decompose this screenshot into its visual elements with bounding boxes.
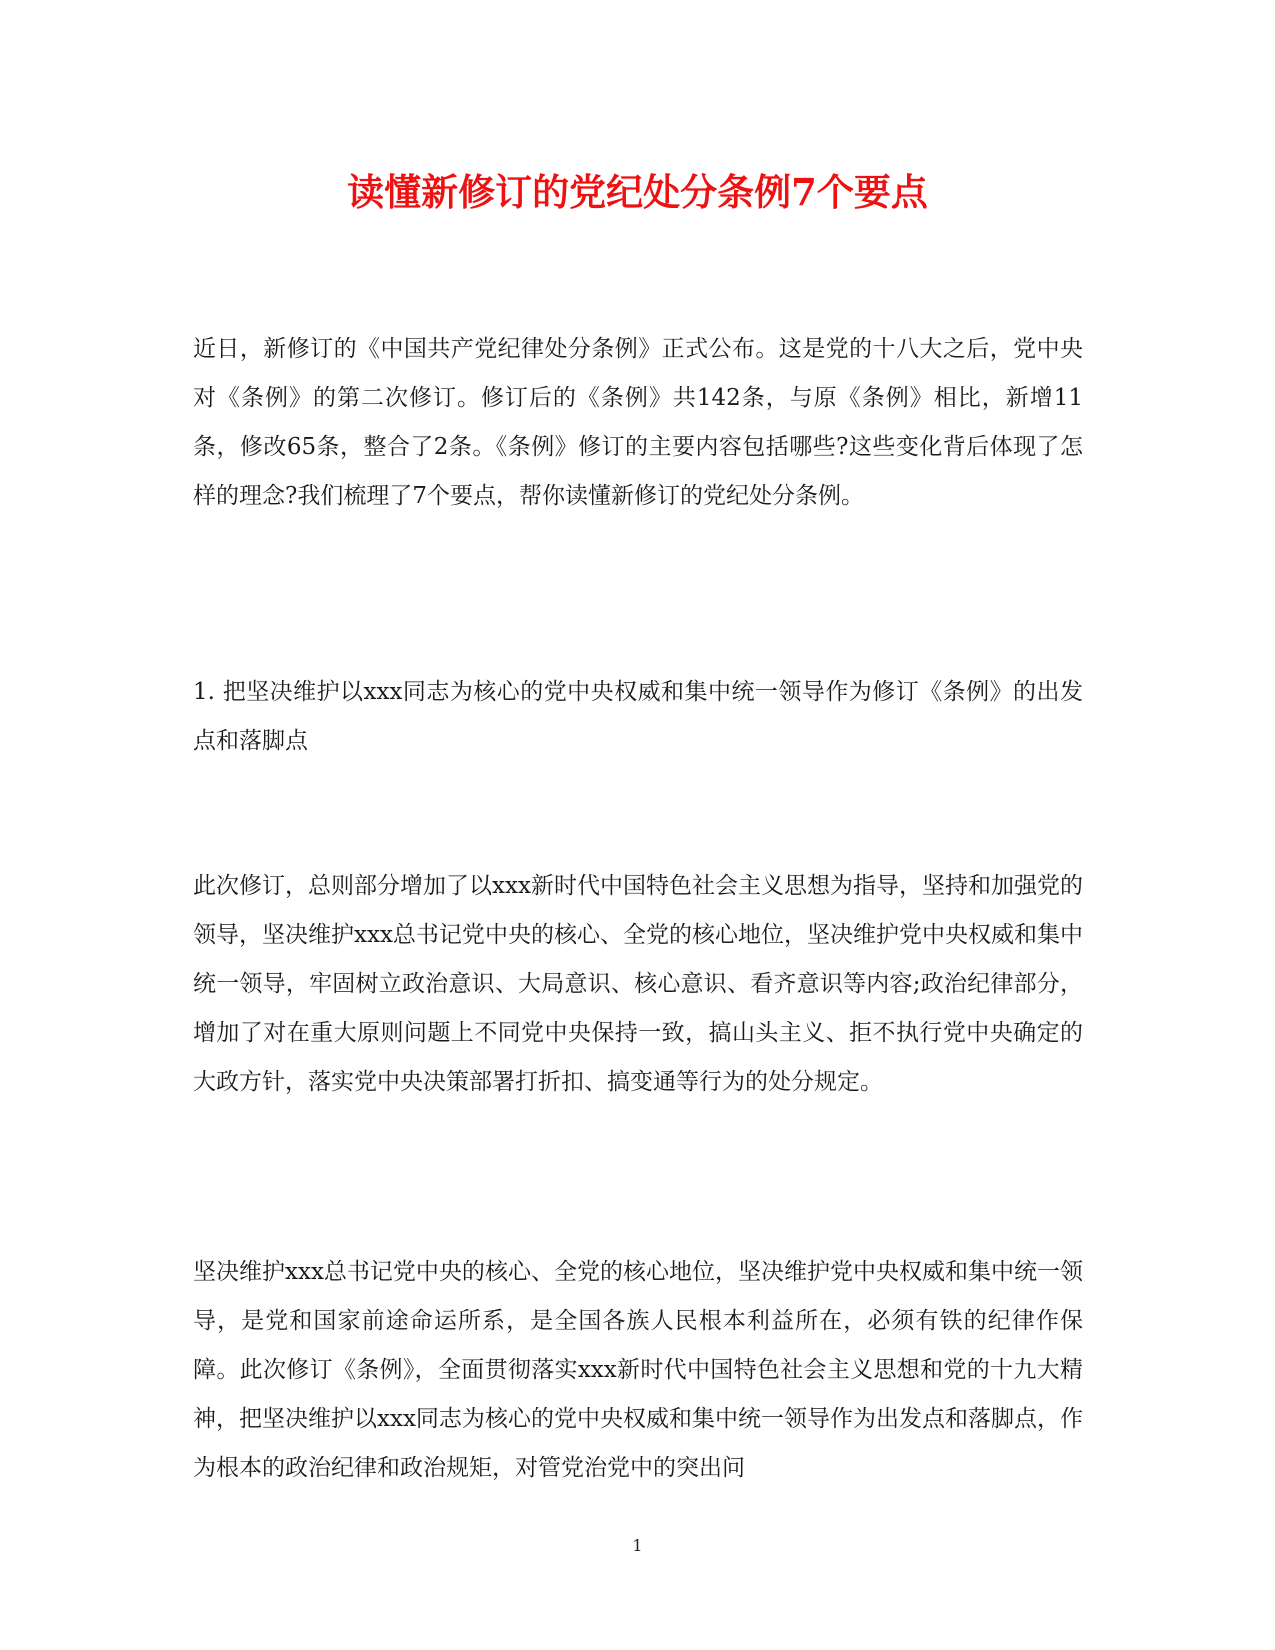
body-paragraph: 坚决维护xxx总书记党中央的核心、全党的核心地位，坚决维护党中央权威和集中统一领导，是党和国家前途命运所系，是全国各族人民根本利益所在，必须有铁的纪律作保障。此次修订《条例》，全面贯彻落实xxx新时代中国特色社会主义思想和党的十九大精神，把坚决维护以xxx同志为核心的党中央权威和集中统一领导作为出发点和落脚点，作为根本的政治纪律和政治规矩，对管党治党中的突出问 — [193, 1259, 1083, 1481]
intro-paragraph: 近日，新修订的《中国共产党纪律处分条例》正式公布。这是党的十八大之后，党中央对《条例》的第二次修订。修订后的《条例》共142条，与原《条例》相比，新增11条，修改65条，整合了2条。《条例》修订的主要内容包括哪些?这些变化背后体现了怎样的理念?我们梳理了7个要点，帮你读懂新修订的党纪处分条例。 — [193, 336, 1083, 509]
point-heading-1: 1. 把坚决维护以xxx同志为核心的党中央权威和集中统一领导作为修订《条例》的出发点和落脚点 — [193, 679, 1083, 754]
document-title: 读懂新修订的党纪处分条例7个要点 — [347, 170, 928, 214]
body-paragraph: 此次修订，总则部分增加了以xxx新时代中国特色社会主义思想为指导，坚持和加强党的领导，坚决维护xxx总书记党中央的核心、全党的核心地位，坚决维护党中央权威和集中统一领导，牢固树立政治意识、大局意识、核心意识、看齐意识等内容;政治纪律部分，增加了对在重大原则问题上不同党中央保持一致，搞山头主义、拒不执行党中央确定的大政方针，落实党中央决策部署打折扣、搞变通等行为的处分规定。 — [193, 873, 1083, 1095]
page-number: 1 — [632, 1536, 643, 1555]
